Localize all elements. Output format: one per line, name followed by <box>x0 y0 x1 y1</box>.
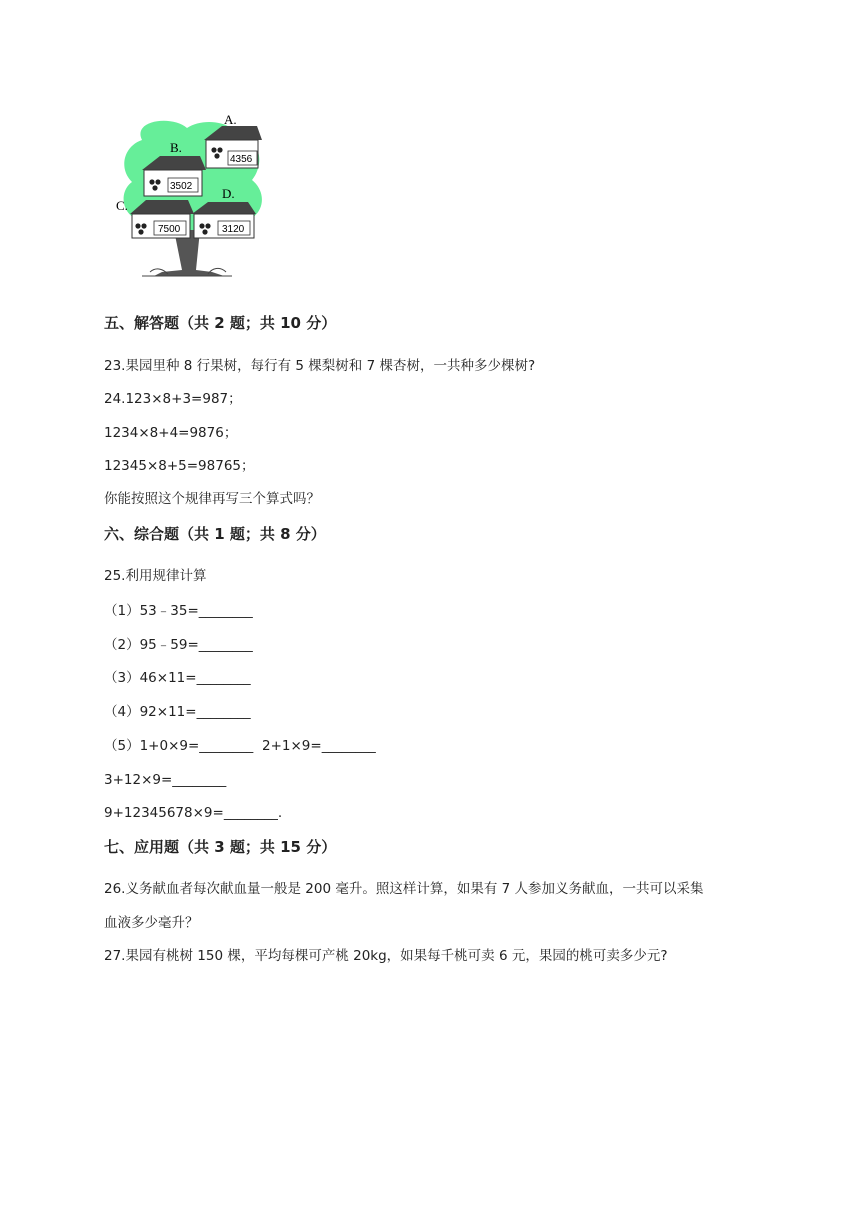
house-c-label: C. <box>116 198 128 213</box>
section-5-heading: 五、解答题（共 2 题；共 10 分） <box>104 314 337 332</box>
house-a-label: A. <box>224 112 237 127</box>
question-25-part-2: （2）95﹣59=________ <box>104 637 253 653</box>
question-26-line-2: 血液多少毫升？ <box>104 915 199 931</box>
question-24-line-2: 1234×8+4=9876； <box>104 425 238 441</box>
section-7-heading: 七、应用题（共 3 题；共 15 分） <box>104 838 337 856</box>
question-25-part-1: （1）53﹣35=________ <box>104 603 253 619</box>
question-25-title: 25.利用规律计算 <box>104 568 207 584</box>
house-b-label: B. <box>170 140 182 155</box>
question-24-line-3: 12345×8+5=98765； <box>104 458 255 474</box>
question-25-part-5a: （5）1+0×9=________ <box>104 738 254 754</box>
question-25-part-4: （4）92×11=________ <box>104 704 251 720</box>
question-24-line-1: 24.123×8+3=987； <box>104 391 242 407</box>
house-c-number: 7500 <box>158 224 181 235</box>
question-25-part-7: 9+12345678×9=________. <box>104 805 283 821</box>
question-23: 23.果园里种 8 行果树，每行有 5 棵梨树和 7 棵杏树，一共种多少棵树? <box>104 358 536 374</box>
house-a-number: 4356 <box>230 154 253 165</box>
question-26-line-1: 26.义务献血者每次献血量一般是 200 毫升。照这样计算，如果有 7 人参加义务献血，一共可以采集 <box>104 881 704 897</box>
house-b-number: 3502 <box>170 181 193 192</box>
house-d-number: 3120 <box>222 224 245 235</box>
section-6-heading: 六、综合题（共 1 题；共 8 分） <box>104 525 326 543</box>
house-d-label: D. <box>222 186 235 201</box>
question-25-part-6: 3+12×9=________ <box>104 772 227 788</box>
question-25-part-5b: 2+1×9=________ <box>262 738 376 754</box>
question-25-part-3: （3）46×11=________ <box>104 670 251 686</box>
question-27: 27.果园有桃树 150 棵，平均每棵可产桃 20kg，如果每千桃可卖 6 元，果园的桃可卖多少元? <box>104 948 668 964</box>
question-24-line-4: 你能按照这个规律再写三个算式吗？ <box>104 491 320 507</box>
tree-houses-figure <box>112 110 272 280</box>
